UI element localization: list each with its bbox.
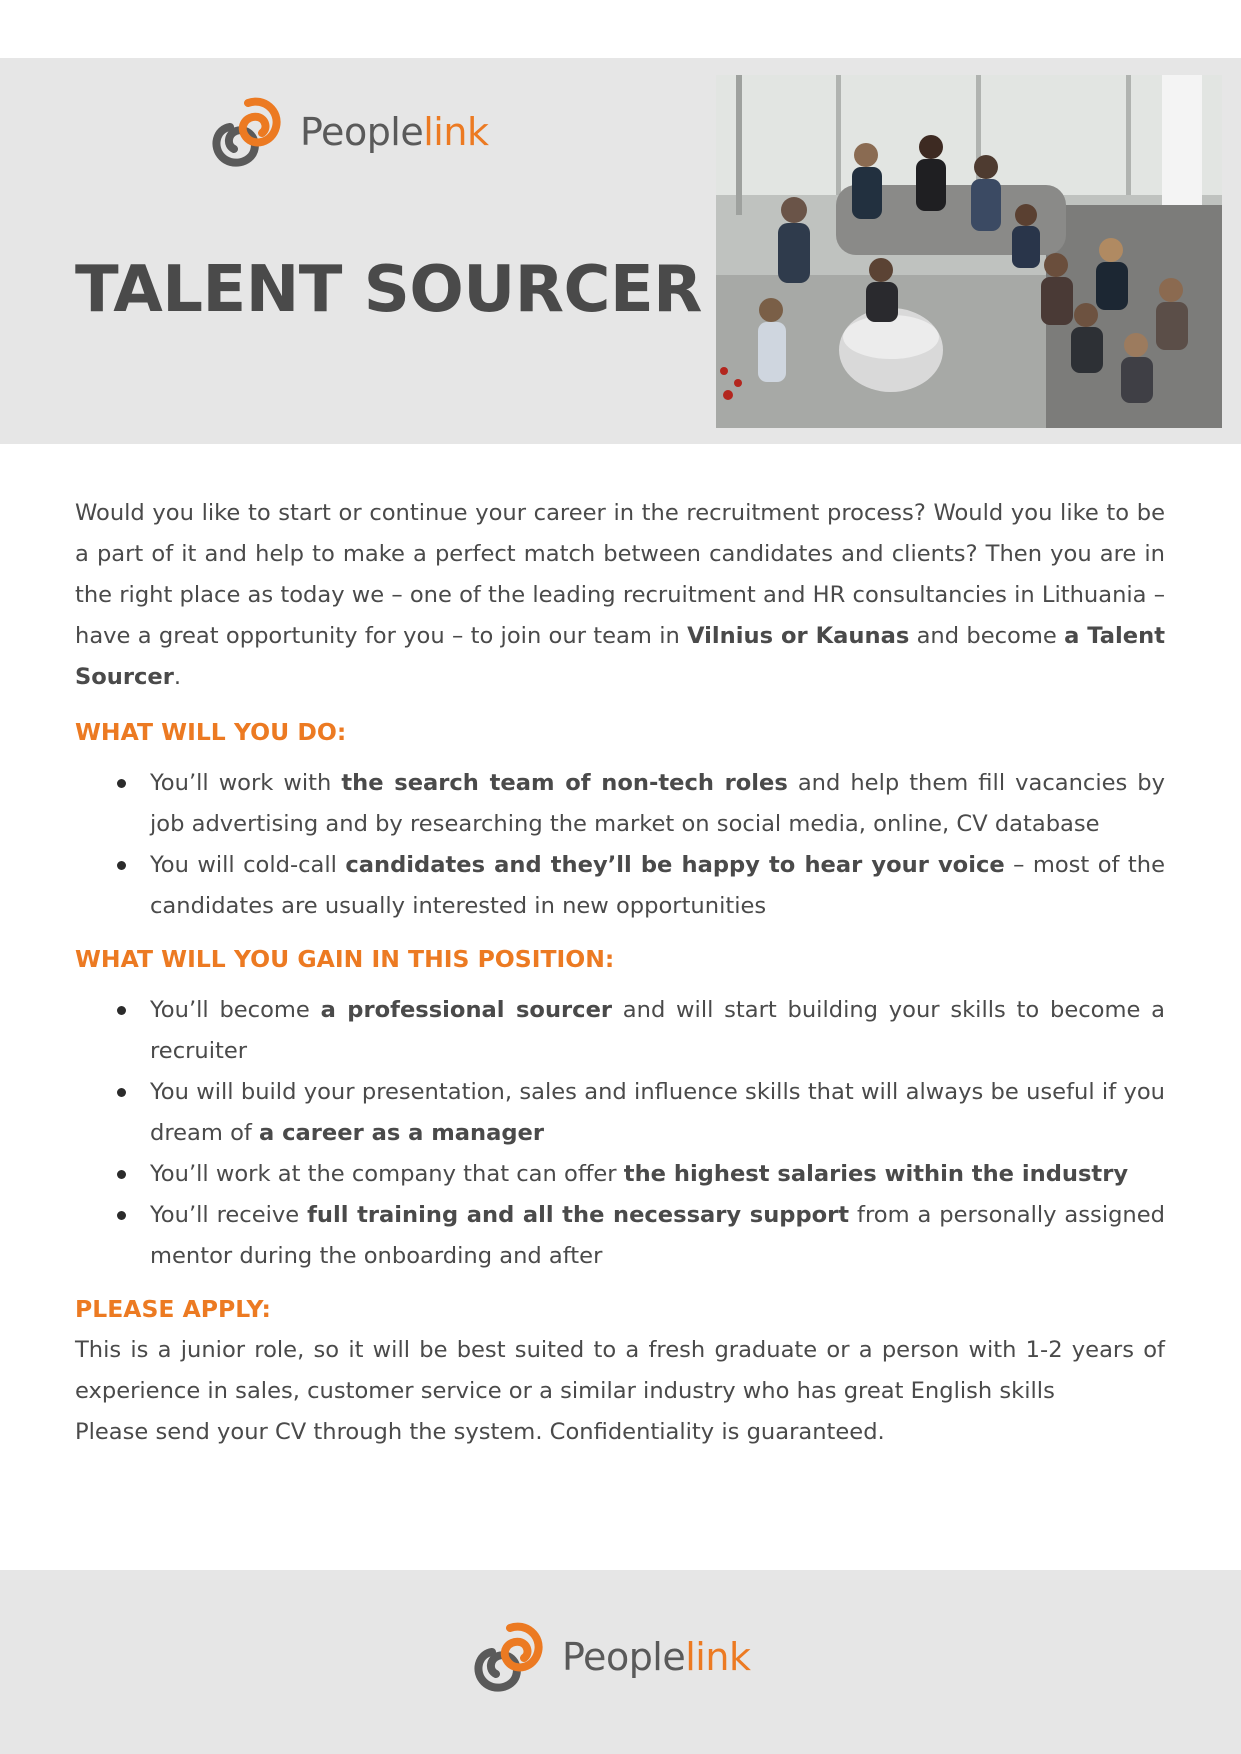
list-item: You’ll receive full training and all the necessary support from a personally assigned mentor during the onboarding and after bbox=[75, 1195, 1165, 1277]
header-logo bbox=[208, 93, 488, 171]
bullet-icon bbox=[117, 779, 126, 788]
section-heading-apply: PLEASE APPLY: bbox=[75, 1295, 271, 1323]
footer-logo bbox=[470, 1618, 750, 1696]
bullet-icon bbox=[117, 1088, 126, 1097]
intro-role: a Talent Sourcer bbox=[75, 623, 1166, 690]
list-item: You’ll become a professional sourcer and will start building your skills to become a recruiter bbox=[75, 990, 1165, 1072]
bullet-icon bbox=[117, 1170, 126, 1179]
list-item: You’ll work with the search team of non-tech roles and help them fill vacancies by job advertising and by researching the market on social media, online, CV database bbox=[75, 763, 1165, 845]
brand-wordmark: Peoplelink bbox=[562, 1635, 751, 1679]
page-title: TALENT SOURCER bbox=[75, 253, 702, 327]
footer-band bbox=[0, 1570, 1241, 1754]
peoplelink-logo-icon bbox=[208, 93, 284, 171]
list-what-you-gain bbox=[75, 990, 1165, 1277]
job-description bbox=[75, 493, 1165, 1453]
brand-wordmark: Peoplelink bbox=[300, 110, 489, 154]
apply-paragraph: This is a junior role, so it will be best suited to a fresh graduate or a person with 1-2 years of experience in sales, customer service or a similar industry who has great English skills bbox=[75, 1337, 1165, 1404]
bullet-icon bbox=[117, 1211, 126, 1220]
section-heading-gain: WHAT WILL YOU GAIN IN THIS POSITION: bbox=[75, 945, 615, 973]
list-item: You will build your presentation, sales and influence skills that will always be useful if you dream of a career as a manager bbox=[75, 1072, 1165, 1154]
team-photo bbox=[716, 75, 1222, 428]
peoplelink-logo-icon bbox=[470, 1618, 546, 1696]
list-what-you-do bbox=[75, 763, 1165, 927]
bullet-icon bbox=[117, 861, 126, 870]
intro-paragraph: Would you like to start or continue your career in the recruitment process? Would you like to be a part of it and help to make a perfect match between candidates and clients? Then you are in the right place as today we – one of the leading recruitment and HR consultancies in Lithuania – have a great opportunity for you – to join our team in Vilnius or Kaunas and become a Talent Sourcer. bbox=[75, 500, 1166, 690]
list-item: You will cold-call candidates and they’ll be happy to hear your voice – most of the candidates are usually interested in new opportunities bbox=[75, 845, 1165, 927]
section-heading-do: WHAT WILL YOU DO: bbox=[75, 718, 347, 746]
list-item: You’ll work at the company that can offer the highest salaries within the industry bbox=[75, 1154, 1165, 1195]
apply-instructions: Please send your CV through the system. Confidentiality is guaranteed. bbox=[75, 1419, 885, 1445]
team-photo-image bbox=[716, 75, 1222, 428]
bullet-icon bbox=[117, 1006, 126, 1015]
intro-location: Vilnius or Kaunas bbox=[687, 623, 910, 649]
